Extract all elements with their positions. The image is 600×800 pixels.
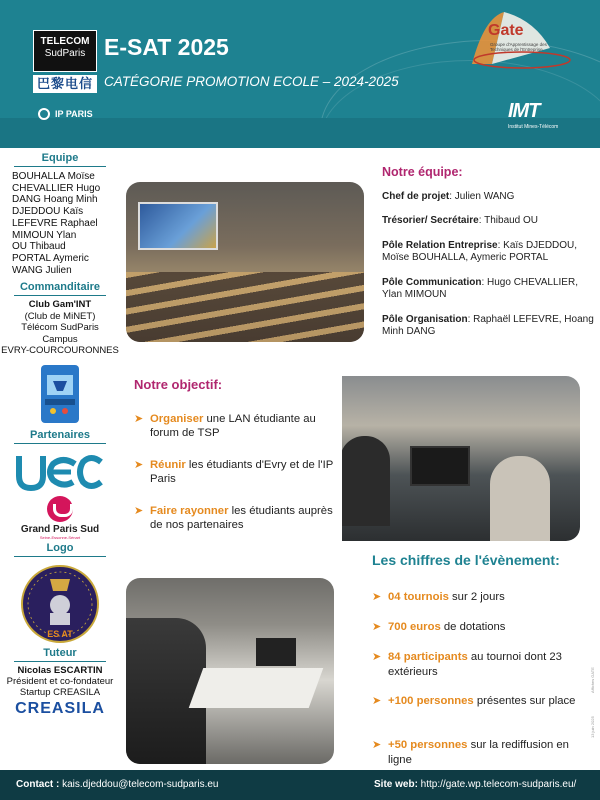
photo-lan-amphitheater [126,182,364,342]
grand-paris-sud-logo [0,496,120,540]
team-role [382,215,596,228]
objectif-item [134,412,340,440]
gate-logo [464,8,580,70]
sidebar [0,148,120,770]
role-title: Pôle Relation Entreprise [382,239,498,251]
header-banner [0,0,600,148]
lan-table [189,668,324,708]
grand-paris-sud-icon [47,496,73,522]
esat-logo [20,561,100,647]
page-title: E-SAT 2025 [104,34,229,60]
page-subtitle: CATÉGORIE PROMOTION ECOLE – 2024-2025 [104,74,399,89]
creasila-logo: CREASILA [15,699,105,717]
contact-email-link[interactable]: kais.djeddou@telecom-sudparis.eu [59,779,219,790]
tuteur-heading: Tuteur [14,647,106,662]
photo-lan-room [126,578,334,764]
esat-badge-icon [20,561,100,647]
side-note: 13 juin 2025 [590,716,595,738]
telecom-sudparis-logo [33,30,97,72]
site-url-link[interactable]: http://gate.wp.telecom-sudparis.eu/ [417,779,577,790]
role-title: Pôle Communication [382,276,482,288]
role-names: : Raphaël LEFEVRE, Hoang Minh DANG [382,313,594,337]
svg-text:ES AT: ES AT [47,628,73,639]
role-names: : Thibaud OU [478,215,539,226]
grand-paris-sud-sub: Seine-Essonne-Sénart [39,534,81,540]
team-role [382,314,596,339]
role-title: Chef de projet [382,190,450,202]
footer-contact [16,779,218,790]
role-names: : Hugo CHEVALLIER, Ylan MIMOUN [382,276,578,300]
footer [0,770,600,800]
uec-logo [15,450,105,492]
projection-screen [138,202,218,250]
bullet-arrow-icon: ➤ [134,413,144,425]
logo-heading: Logo [14,542,106,557]
ip-paris-label: IP PARIS [55,109,93,119]
main-content [120,148,600,770]
amphitheater-seats [126,272,364,342]
gamer-silhouette [340,436,390,526]
bullet-arrow-icon: ➤ [372,651,382,663]
gamint-arcade-logo [35,363,85,425]
notre-equipe-section [382,166,596,351]
objectif-highlight: Organiser [150,413,204,425]
objectif-highlight: Réunir [150,459,186,471]
gaming-monitor [410,446,470,486]
chiffre-text: sur 2 jours [448,591,505,603]
objectif-text: une LAN étudiante au forum de TSP [150,413,316,439]
contact-label: Contact : [16,779,60,790]
chiffre-highlight: +50 personnes [388,739,468,751]
team-role [382,191,596,204]
objectif-text: les étudiants d'Evry et de l'IP Paris [150,459,334,485]
ip-paris-logo [38,108,93,120]
team-role [382,240,596,265]
commanditaire-line: Campus [42,333,78,345]
role-title: Trésorier/ Secrétaire [382,215,479,226]
imt-logo [508,100,558,130]
chiffre-highlight: +100 personnes [388,695,474,707]
team-member: OU Thibaud [12,241,66,253]
objectif-item [134,504,340,532]
footer-site [374,779,576,790]
imt-logo-mark: IMT [508,100,540,122]
partenaires-heading: Partenaires [14,429,106,444]
commanditaire-name: Club Gam'INT [28,299,92,311]
commanditaire-line: (Club de MiNET) [24,310,96,322]
chiffre-text: de dotations [440,621,506,633]
team-member: PORTAL Aymeric [12,252,89,264]
imt-logo-text: Institut Mines-Télécom [508,124,559,130]
bullet-arrow-icon: ➤ [134,505,144,517]
chiffres-heading: Les chiffres de l'évènement: [372,552,560,568]
team-member: WANG Julien [12,264,72,276]
chiffre-item [372,738,586,768]
side-note: Affiches GATE [590,667,595,693]
chiffre-text: présentes sur place [473,695,576,707]
tuteur-line: Président et co-fondateur [6,675,114,687]
objectif-item [134,458,340,486]
team-member: DJEDDOU Kaïs [12,206,84,218]
chiffre-item [372,590,586,605]
objectif-highlight: Faire rayonner [150,505,229,517]
ip-paris-icon [38,108,50,120]
role-names: : Julien WANG [449,190,515,202]
team-member: MIMOUN Ylan [12,229,77,241]
gate-logo-word: Gate [488,22,524,39]
tuteur-line: Startup CREASILA [19,686,101,698]
arcade-cabinet-icon [35,363,85,425]
bullet-arrow-icon: ➤ [372,739,382,751]
chiffres-section [362,552,584,770]
commanditaire-line: Télécom SudParis [21,322,99,334]
tsp-logo-line2: SudParis [44,48,86,59]
chiffre-highlight: 04 tournois [388,591,449,603]
site-label: Site web: [374,779,418,790]
chiffre-highlight: 84 participants [388,651,468,663]
chiffre-item [372,620,586,635]
team-member: DANG Hoang Minh [12,194,98,206]
commanditaire-heading: Commanditaire [14,281,106,296]
tuteur-name: Nicolas ESCARTIN [17,664,103,676]
bullet-arrow-icon: ➤ [372,621,382,633]
equipe-heading: Equipe [14,152,106,167]
commanditaire-line: EVRY-COURCOURONNES [1,345,119,357]
gate-logo-tagline: Groupe d'Apprentissage des Techniques de l'Entreprise [490,42,547,52]
chiffre-text: au tournoi dont 23 extérieurs [388,651,562,678]
bullet-arrow-icon: ➤ [372,591,382,603]
tsp-logo-line1: TELECOM [40,36,90,47]
objectif-text: les étudiants auprès de nos partenaires [150,505,333,531]
laptop [256,638,296,666]
team-role [382,277,596,302]
photo-gamers-playing [320,376,580,541]
team-list [0,167,120,276]
chiffre-text: sur la rediffusion en ligne [388,739,569,766]
uec-logo-mark [15,450,105,492]
notre-equipe-heading: Notre équipe: [382,165,463,179]
gamer-silhouette [490,456,550,541]
chiffre-item [372,650,586,680]
chiffre-item [372,694,586,709]
team-member: CHEVALLIER Hugo [12,182,101,194]
tsp-chinese-logo: 巴黎电信 [33,75,97,93]
commanditaire-block [0,299,120,357]
team-member: BOUHALLA Moïse [12,171,95,182]
team-member: LEFEVRE Raphael [12,217,98,229]
chiffre-highlight: 700 euros [388,621,441,633]
grand-paris-sud-name: Grand Paris Sud [20,523,100,535]
bullet-arrow-icon: ➤ [134,459,144,471]
notre-objectif-section [120,370,342,568]
tuteur-block [0,665,120,698]
role-names: : Kaïs DJEDDOU, Moïse BOUHALLA, Aymeric PORTAL [382,239,578,263]
notre-objectif-heading: Notre objectif: [134,377,223,392]
bullet-arrow-icon: ➤ [372,695,382,707]
role-title: Pôle Organisation [382,313,468,325]
